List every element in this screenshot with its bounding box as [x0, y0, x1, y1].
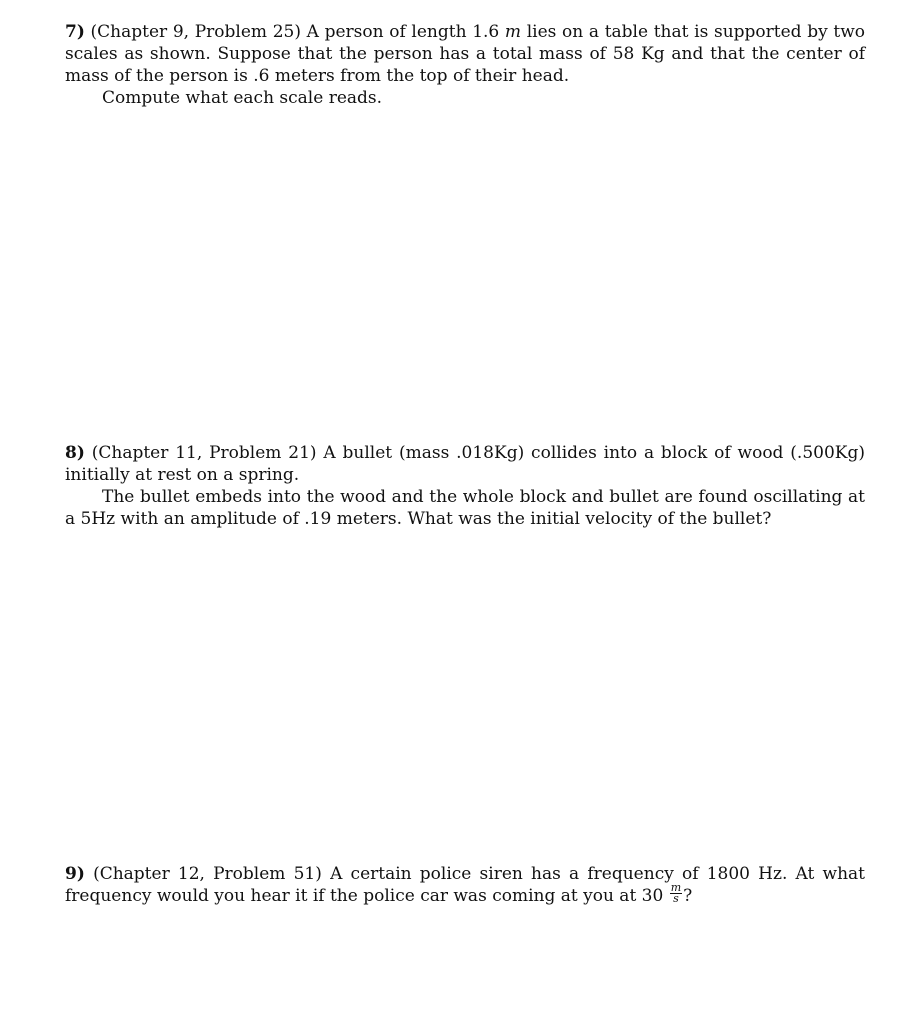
problem-8-statement — [65, 442, 865, 486]
problem-9-statement — [65, 863, 865, 907]
problem-9-unit-fraction — [670, 883, 682, 904]
problem-7-source: (Chapter 9, Problem 25) — [90, 22, 301, 42]
problem-9-number: 9) — [65, 864, 85, 884]
problem-8-question: The bullet embeds into the wood and the whole block and bullet are found oscillating at a 5Hz with an amplitude of .19 meters. What was the initial velocity of the bullet? — [65, 487, 865, 529]
problem-8-text: A bullet (mass .018Kg) collides into a block of wood (.500Kg) initially at rest on a spring. — [65, 443, 865, 485]
problem-7 — [65, 21, 865, 109]
problem-8-number: 8) — [65, 443, 85, 463]
problem-9-unit-numerator: m — [670, 881, 682, 894]
problem-9-end: ? — [683, 886, 693, 906]
problem-7-number: 7) — [65, 22, 85, 42]
problem-7-text-part2: lies on a table that is supported by two scales as shown. Suppose that the person has a total mass of 58 Kg and that the center of mass of the person is .6 meters from the top of their head. — [65, 22, 865, 86]
problem-9 — [65, 863, 865, 907]
problem-9-source: (Chapter 12, Problem 51) — [93, 864, 322, 884]
problem-7-statement — [65, 21, 865, 87]
problem-9-text: A certain police siren has a frequency of 1800 Hz. At what frequency would you hear it if the police car was coming at you at 30 — [65, 864, 866, 906]
problem-7-question: Compute what each scale reads. — [102, 88, 383, 108]
problem-8 — [65, 442, 865, 530]
problem-7-math-unit: m — [504, 22, 522, 42]
problem-9-unit-denominator: s — [673, 892, 679, 905]
problem-8-source: (Chapter 11, Problem 21) — [91, 443, 317, 463]
problem-7-text-part1: A person of length 1.6 — [306, 22, 500, 42]
